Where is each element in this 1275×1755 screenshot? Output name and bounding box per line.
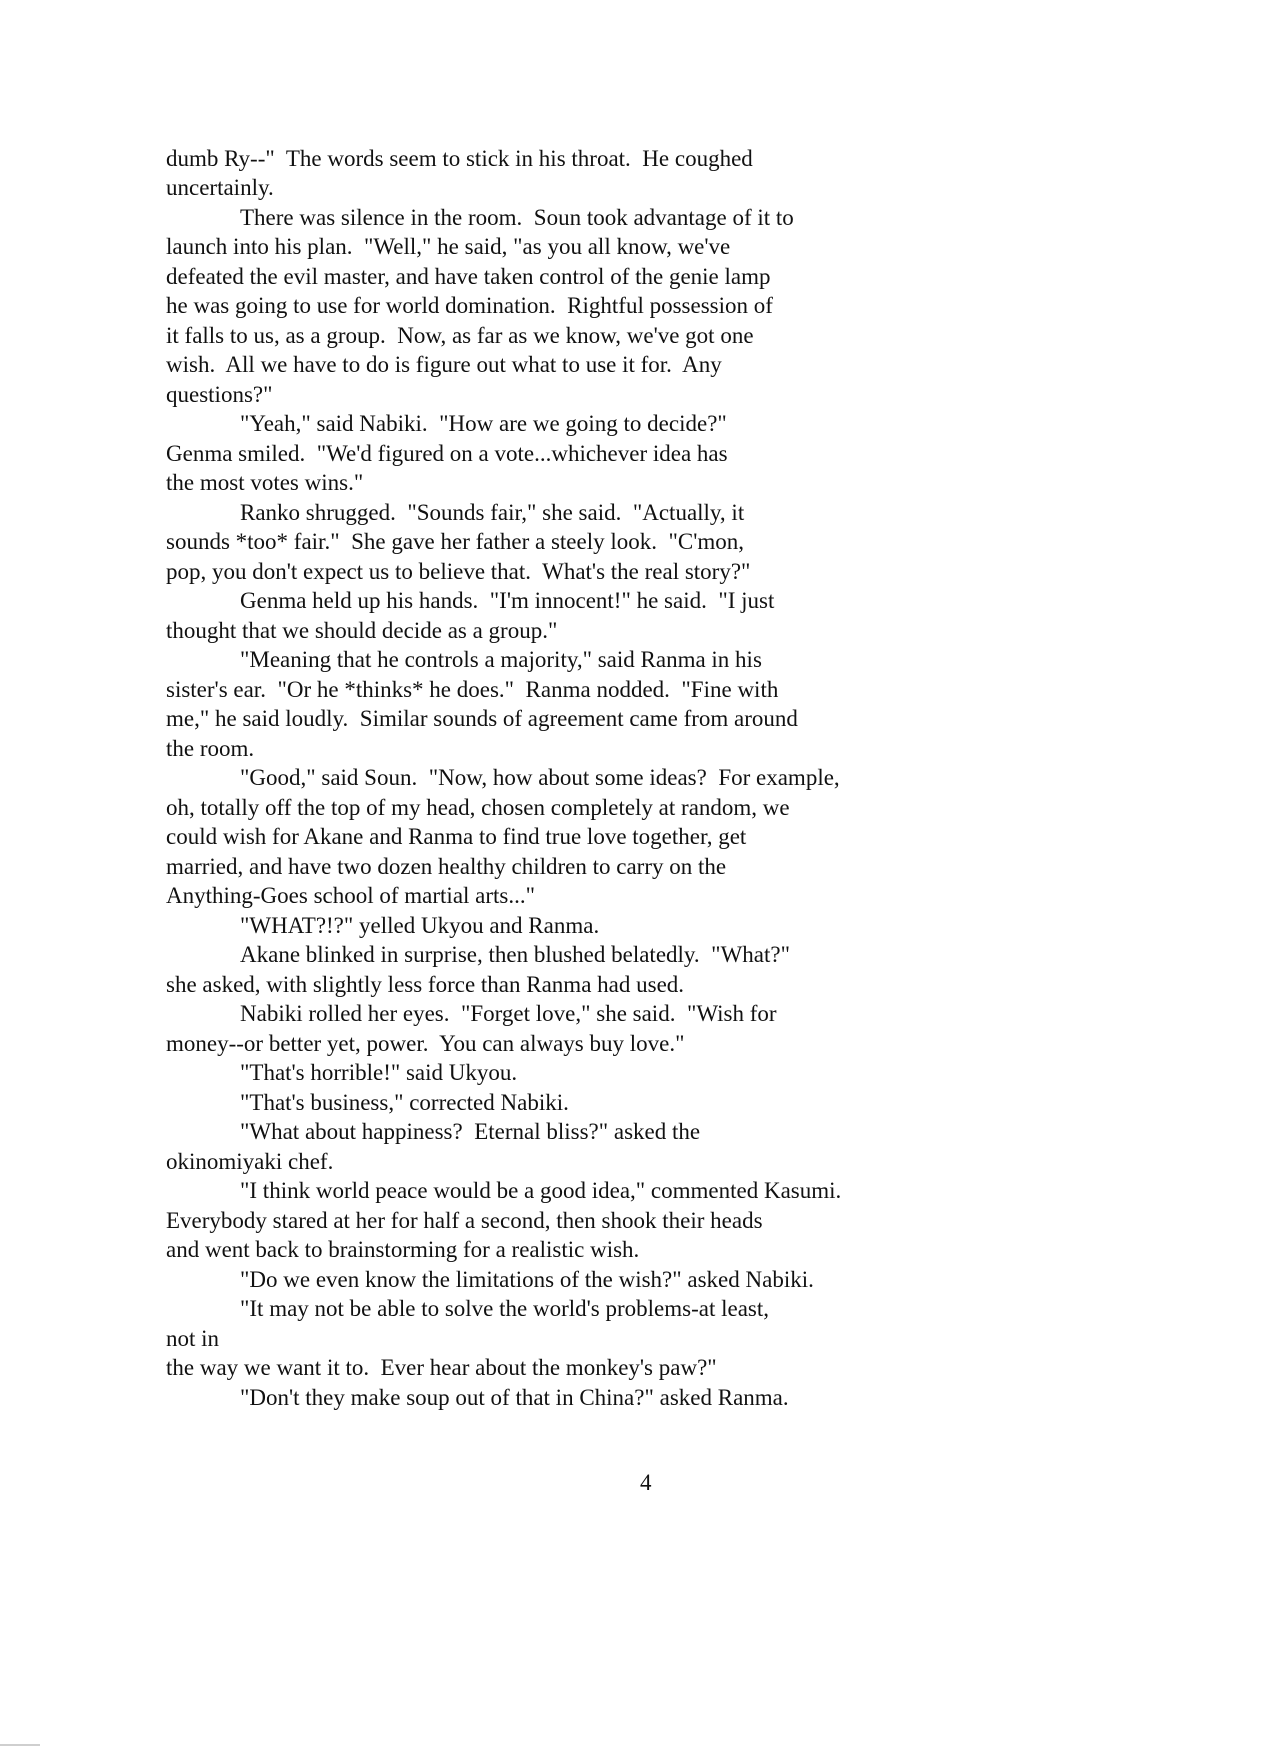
text-line: "Meaning that he controls a majority," said Ranma in his <box>240 647 762 672</box>
text-line: could wish for Akane and Ranma to find true love together, get <box>166 824 747 849</box>
scan-edge-mark <box>0 1744 40 1746</box>
text-line: Akane blinked in surprise, then blushed belatedly. "What?" <box>240 942 790 967</box>
text-line: the way we want it to. Ever hear about the monkey's paw?" <box>166 1355 717 1380</box>
text-line: the room. <box>166 736 255 761</box>
text-line: married, and have two dozen healthy children to carry on the <box>166 854 727 879</box>
text-line: "I think world peace would be a good idea," commented Kasumi. <box>240 1178 842 1203</box>
text-line: thought that we should decide as a group." <box>166 618 558 643</box>
text-line: "Do we even know the limitations of the wish?" asked Nabiki. <box>240 1267 814 1292</box>
text-line: "That's horrible!" said Ukyou. <box>240 1060 518 1085</box>
text-line: pop, you don't expect us to believe that. What's the real story?" <box>166 559 751 584</box>
text-line: uncertainly. <box>166 175 274 200</box>
text-line: questions?" <box>166 382 273 407</box>
text-line: Everybody stared at her for half a second, then shook their heads <box>166 1208 763 1233</box>
text-line: money--or better yet, power. You can always buy love." <box>166 1031 685 1056</box>
text-line: the most votes wins." <box>166 470 364 495</box>
text-line: he was going to use for world domination. Rightful possession of <box>166 293 773 318</box>
text-line: me," he said loudly. Similar sounds of agreement came from around <box>166 706 798 731</box>
text-line: There was silence in the room. Soun took advantage of it to <box>240 205 794 230</box>
text-line: dumb Ry--" The words seem to stick in his throat. He coughed <box>166 146 753 171</box>
text-line: sister's ear. "Or he *thinks* he does." Ranma nodded. "Fine with <box>166 677 779 702</box>
text-line: "That's business," corrected Nabiki. <box>240 1090 569 1115</box>
text-line: "Yeah," said Nabiki. "How are we going to decide?" <box>240 411 727 436</box>
text-line: Anything-Goes school of martial arts..." <box>166 883 536 908</box>
text-line: oh, totally off the top of my head, chosen completely at random, we <box>166 795 790 820</box>
text-line: "It may not be able to solve the world's problems-at least, <box>240 1296 769 1321</box>
text-line: "What about happiness? Eternal bliss?" asked the <box>240 1119 701 1144</box>
text-line: she asked, with slightly less force than Ranma had used. <box>166 972 685 997</box>
text-line: "Good," said Soun. "Now, how about some ideas? For example, <box>240 765 840 790</box>
text-line: Genma held up his hands. "I'm innocent!" he said. "I just <box>240 588 775 613</box>
text-line: "WHAT?!?" yelled Ukyou and Ranma. <box>240 913 600 938</box>
text-line: "Don't they make soup out of that in China?" asked Ranma. <box>240 1385 789 1410</box>
text-line: launch into his plan. "Well," he said, "as you all know, we've <box>166 234 731 259</box>
text-line: Ranko shrugged. "Sounds fair," she said. "Actually, it <box>240 500 745 525</box>
text-line: defeated the evil master, and have taken control of the genie lamp <box>166 264 771 289</box>
text-line: it falls to us, as a group. Now, as far as we know, we've got one <box>166 323 754 348</box>
text-line: Genma smiled. "We'd figured on a vote...whichever idea has <box>166 441 728 466</box>
text-line: wish. All we have to do is figure out what to use it for. Any <box>166 352 722 377</box>
page-number: 4 <box>640 1470 652 1495</box>
text-line: Nabiki rolled her eyes. "Forget love," she said. "Wish for <box>240 1001 777 1026</box>
text-line: sounds *too* fair." She gave her father a steely look. "C'mon, <box>166 529 744 554</box>
text-line: okinomiyaki chef. <box>166 1149 334 1174</box>
text-line: not in <box>166 1326 220 1351</box>
text-line: and went back to brainstorming for a realistic wish. <box>166 1237 640 1262</box>
